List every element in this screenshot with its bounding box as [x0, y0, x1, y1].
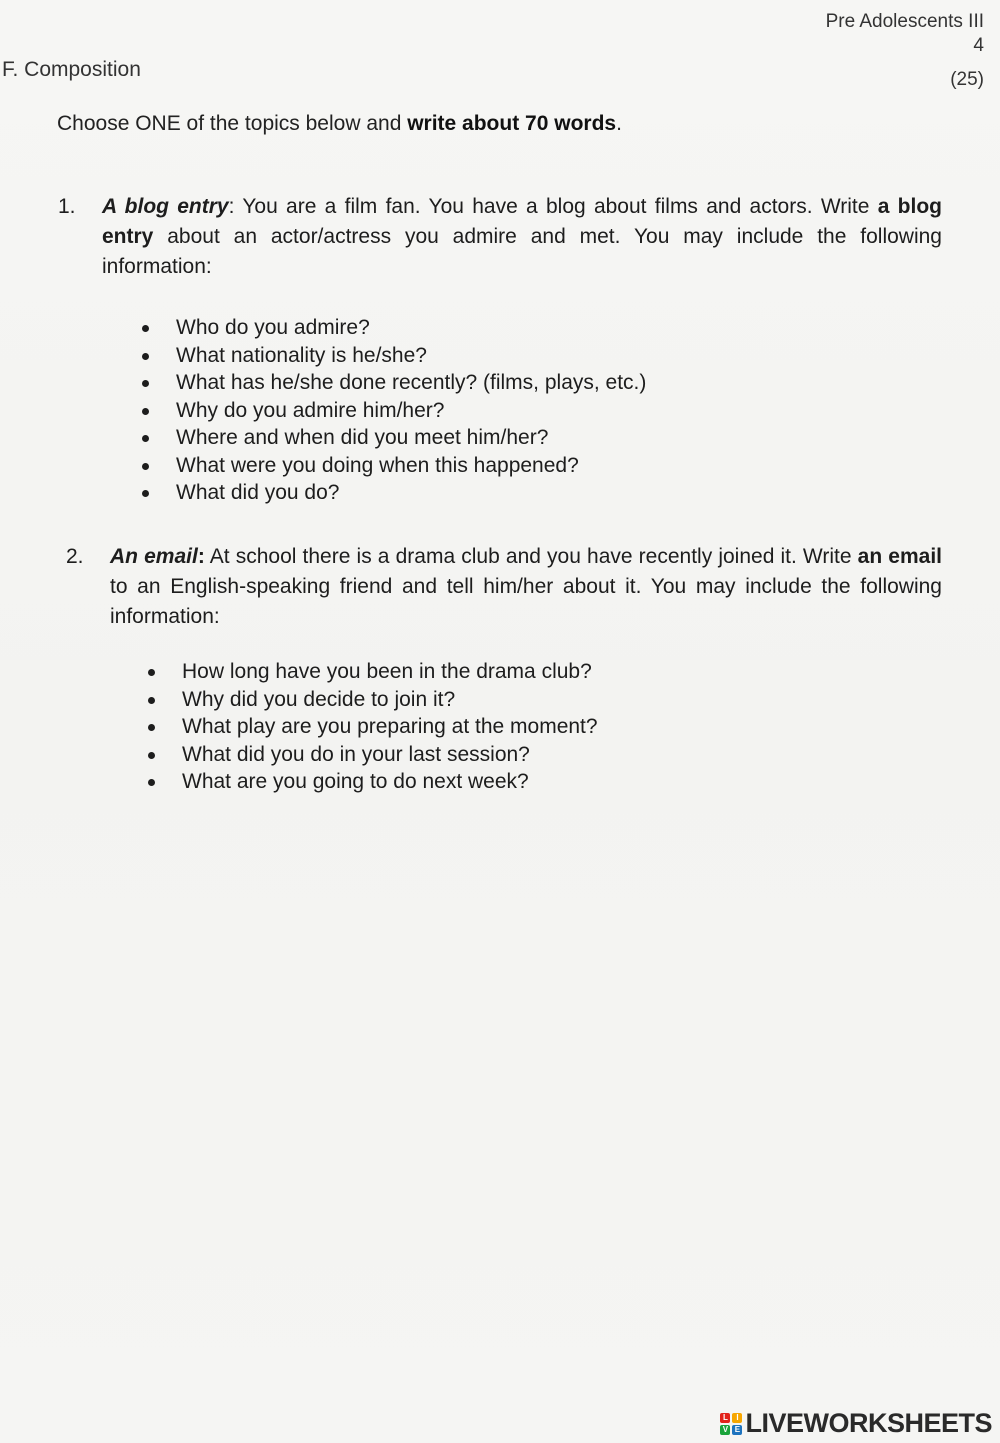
topic-number: 2.: [66, 545, 84, 568]
course-name: Pre Adolescents III: [825, 11, 984, 32]
section-title: F. Composition: [2, 58, 141, 81]
logo-mark-cell: E: [732, 1425, 742, 1435]
list-item: What are you going to do next week?: [148, 768, 848, 796]
topic-bold-phrase: an email: [857, 545, 942, 568]
topic-title: A blog entry: [102, 195, 229, 218]
page-header: [826, 10, 984, 92]
list-item: Why do you admire him/her?: [142, 397, 842, 425]
topic-bullet-list: [142, 314, 842, 507]
logo-text: LIVEWORKSHEETS: [745, 1408, 992, 1438]
topic-title-separator: :: [228, 195, 235, 218]
page-number: 4: [973, 35, 984, 56]
topic-title: An email: [110, 545, 198, 568]
list-item: What were you doing when this happened?: [142, 452, 842, 480]
topic-text-a: At school there is a drama club and you have recently joined it. Write: [204, 545, 858, 568]
instructions-bold: write about 70 words: [407, 112, 617, 135]
topic-bullet-list: [148, 658, 848, 796]
list-item: What play are you preparing at the moment?: [148, 713, 848, 741]
logo-mark-cell: L: [720, 1413, 730, 1423]
instructions-prefix: Choose ONE of the topics below and: [57, 112, 408, 135]
logo-mark-cell: I: [732, 1413, 742, 1423]
topic-description: [102, 192, 942, 282]
topic-text-b: about an actor/actress you admire and met. You may include the following information:: [102, 225, 942, 278]
list-item: What did you do in your last session?: [148, 741, 848, 769]
topic-blog-entry: [58, 192, 942, 504]
list-item: What did you do?: [142, 479, 842, 507]
instructions-suffix: .: [616, 112, 622, 135]
list-item: Who do you admire?: [142, 314, 842, 342]
topic-text-b: to an English-speaking friend and tell him/her about it. You may include the following information:: [110, 575, 942, 628]
instructions: [57, 112, 622, 136]
logo-mark-icon: [720, 1413, 742, 1435]
logo-mark-cell: V: [720, 1425, 730, 1435]
section-score: (25): [950, 69, 984, 90]
liveworksheets-logo[interactable]: [720, 1408, 992, 1439]
topic-number: 1.: [58, 195, 76, 218]
list-item: What has he/she done recently? (films, plays, etc.): [142, 369, 842, 397]
topic-text-a: You are a film fan. You have a blog about films and actors. Write: [234, 195, 878, 218]
list-item: Why did you decide to join it?: [148, 686, 848, 714]
topic-bold-phrase: a blog entry: [102, 195, 942, 248]
list-item: Where and when did you meet him/her?: [142, 424, 842, 452]
topic-email: [66, 542, 942, 793]
topic-title-separator: :: [197, 545, 205, 568]
list-item: How long have you been in the drama club?: [148, 658, 848, 686]
topic-description: [110, 542, 942, 632]
list-item: What nationality is he/she?: [142, 342, 842, 370]
